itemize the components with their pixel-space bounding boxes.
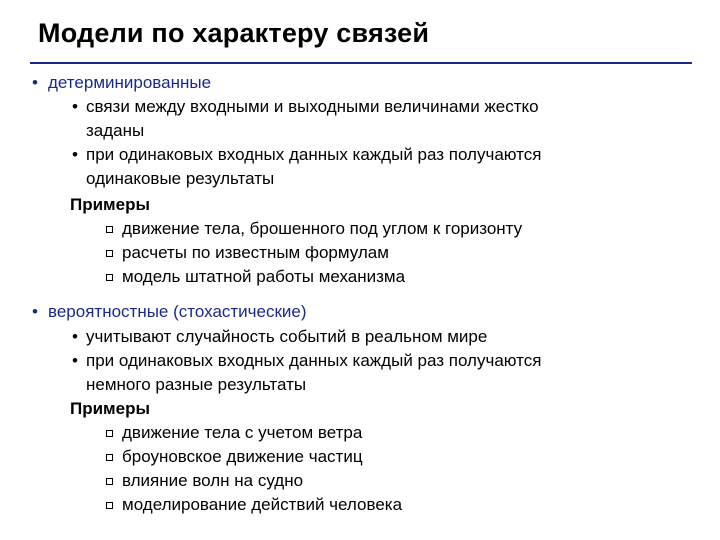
- bullet: •: [72, 97, 78, 116]
- point-text: немного разные результаты: [86, 375, 307, 394]
- point-text: при одинаковых входных данных каждый раз получаются: [86, 351, 542, 370]
- checkbox-square-icon: [106, 430, 113, 437]
- point-text: при одинаковых входных данных каждый раз получаются: [86, 145, 542, 164]
- point-text: одинаковые результаты: [86, 169, 275, 188]
- example-item: моделирование действий человека: [122, 495, 403, 514]
- checkbox-square-icon: [106, 454, 113, 461]
- example-item: расчеты по известным формулам: [122, 243, 389, 262]
- checkbox-square-icon: [106, 226, 113, 233]
- bullet: •: [72, 327, 78, 346]
- point-text: учитывают случайность событий в реальном мире: [86, 327, 488, 346]
- section-heading: вероятностные (стохастические): [48, 302, 307, 321]
- example-item: движение тела, брошенного под углом к горизонту: [122, 219, 523, 238]
- example-item: влияние волн на судно: [122, 471, 304, 490]
- examples-label: Примеры: [70, 195, 150, 214]
- title-divider: [30, 62, 692, 64]
- example-item: модель штатной работы механизма: [122, 267, 406, 286]
- bullet: •: [32, 302, 38, 321]
- page-title: Модели по характеру связей: [38, 18, 430, 48]
- point-text: связи между входными и выходными величинами жестко: [86, 97, 539, 116]
- checkbox-square-icon: [106, 502, 113, 509]
- section-heading: детерминированные: [48, 73, 212, 92]
- bullet: •: [72, 351, 78, 370]
- checkbox-square-icon: [106, 478, 113, 485]
- point-text: заданы: [86, 121, 145, 140]
- examples-label: Примеры: [70, 399, 150, 418]
- example-item: движение тела с учетом ветра: [122, 423, 363, 442]
- bullet: •: [32, 73, 38, 92]
- checkbox-square-icon: [106, 250, 113, 257]
- checkbox-square-icon: [106, 274, 113, 281]
- bullet: •: [72, 145, 78, 164]
- example-item: броуновское движение частиц: [122, 447, 363, 466]
